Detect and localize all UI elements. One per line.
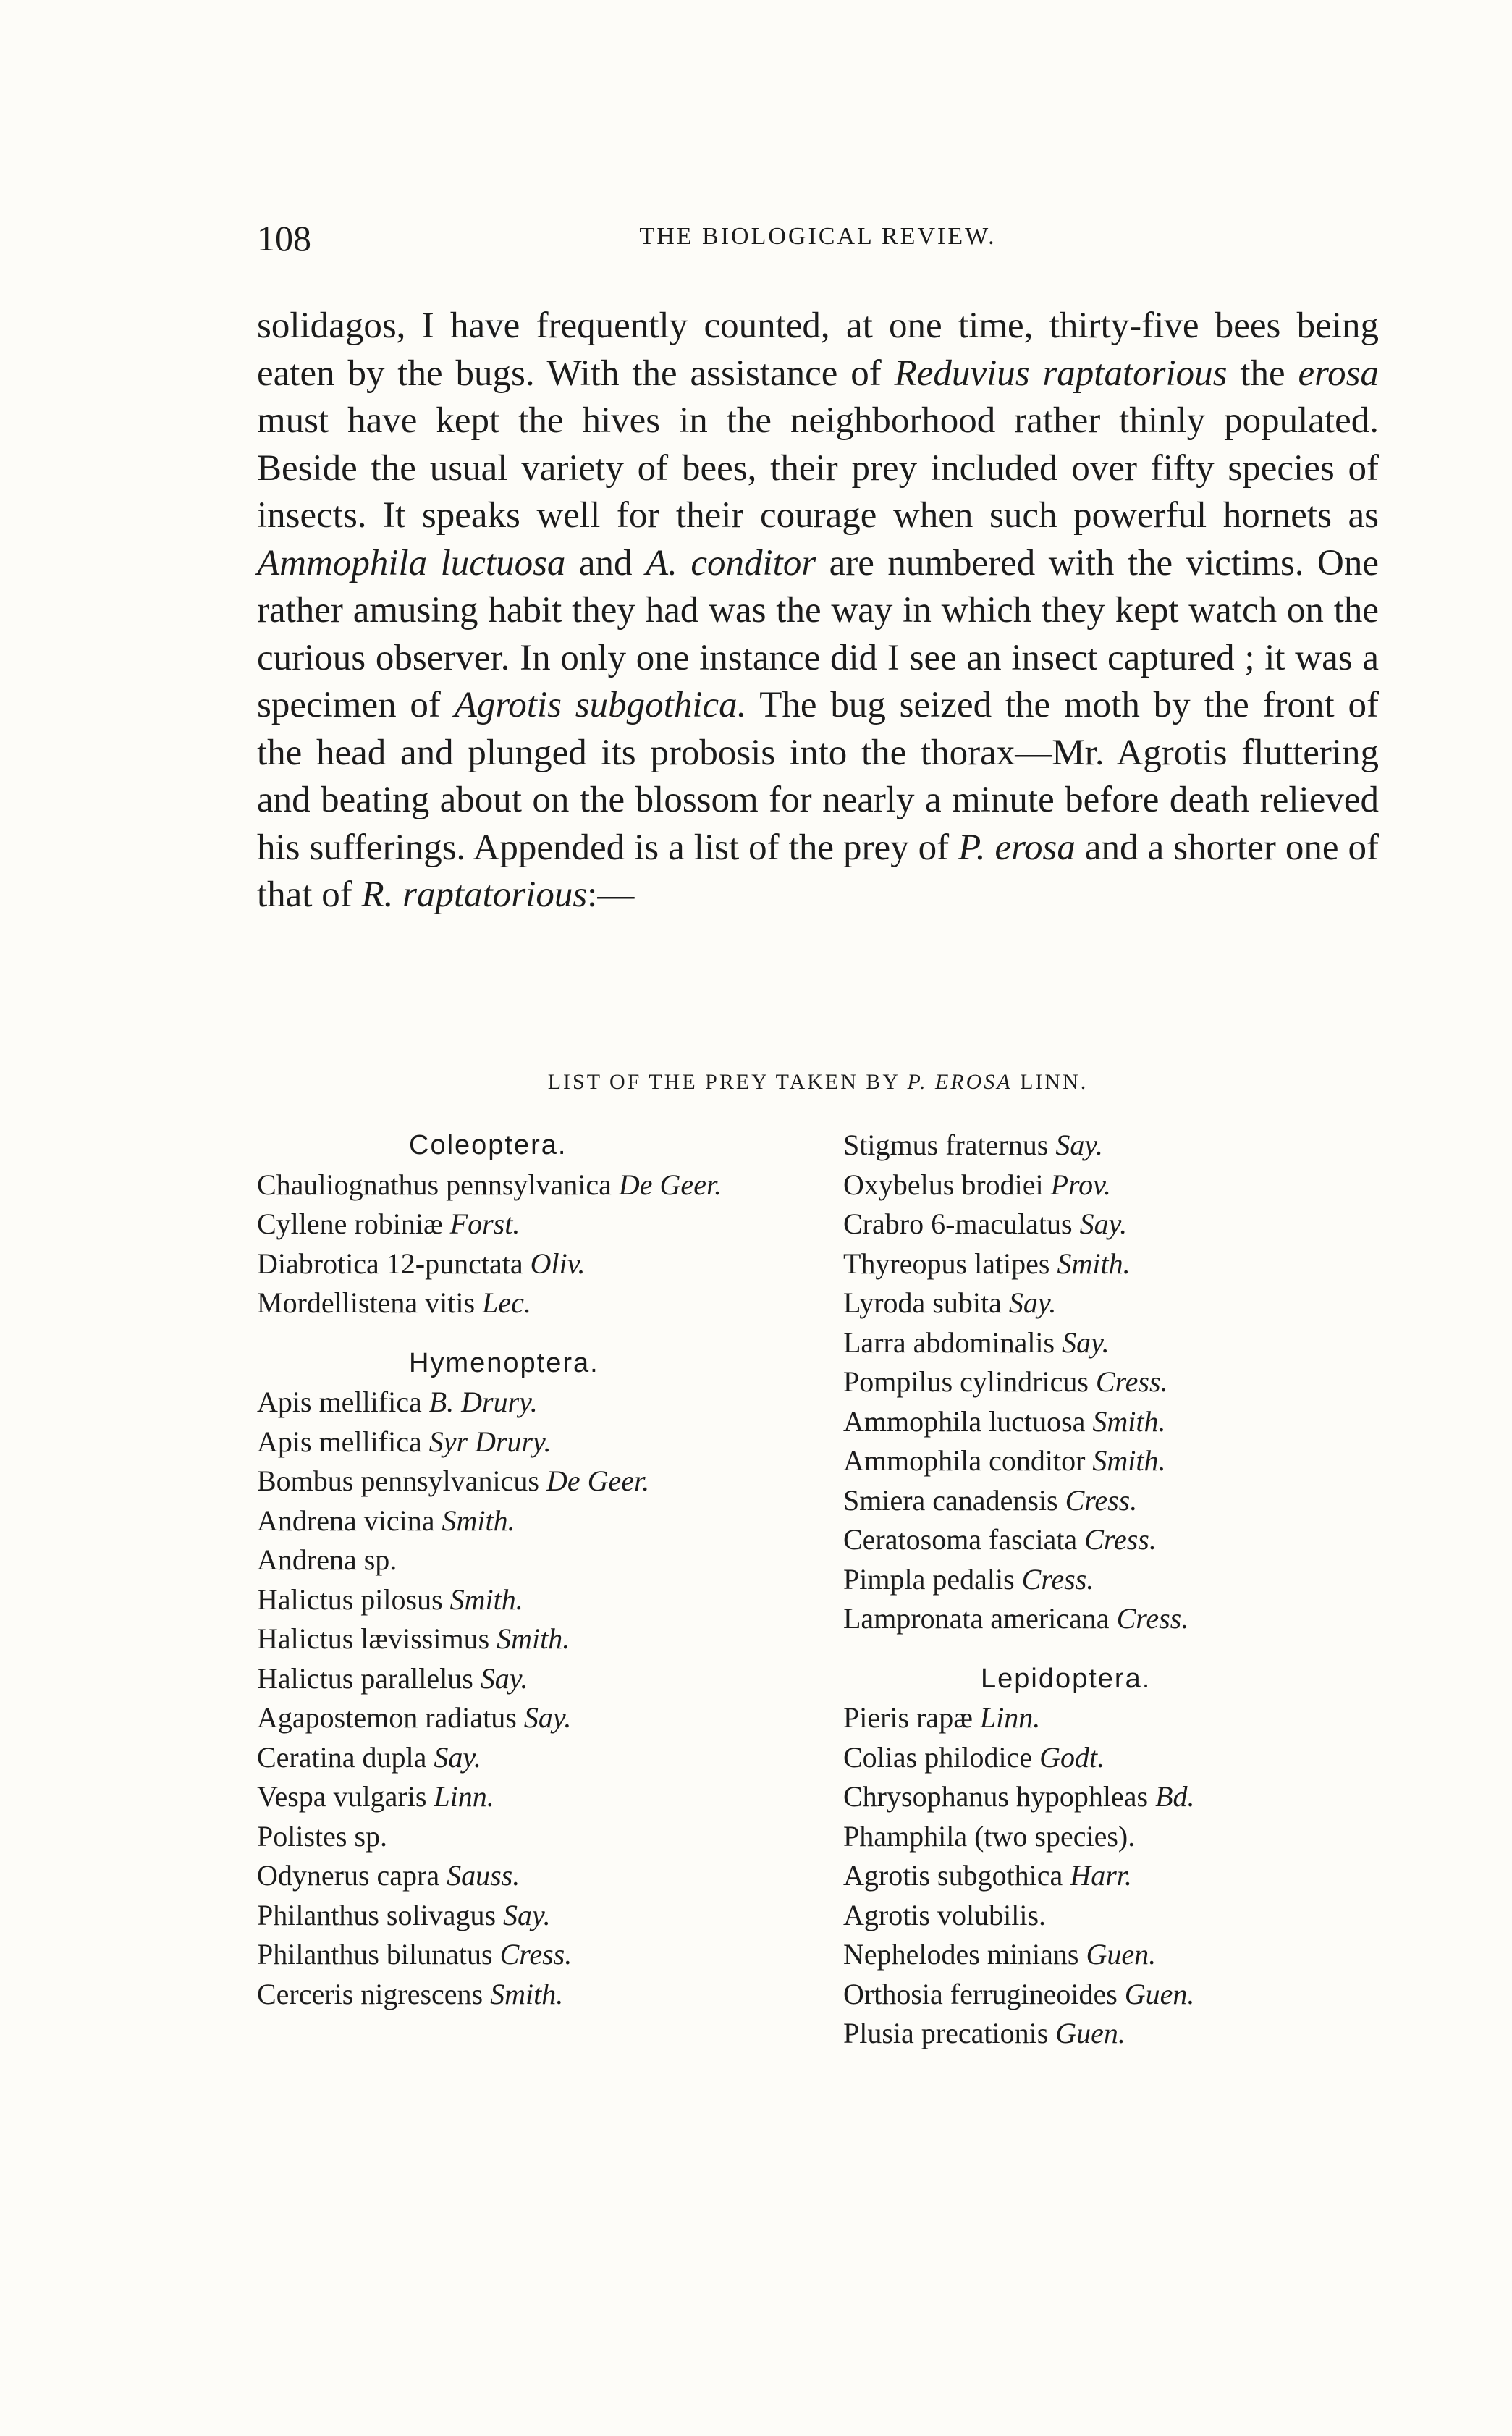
species-entry-name: Odynerus capra — [257, 1859, 440, 1892]
species-entry-name: Ceratosoma fasciata — [843, 1523, 1078, 1556]
group-gap — [843, 1639, 1379, 1659]
species-entry-authority: Syr Drury. — [428, 1425, 552, 1458]
species-entry — [257, 1659, 807, 1699]
species-name: P. erosa — [958, 827, 1076, 868]
species-entry-name: Ammophila conditor — [843, 1444, 1086, 1477]
species-entry-name: Colias philodice — [843, 1740, 1033, 1774]
species-entry — [257, 1975, 807, 2015]
species-entry — [257, 1896, 807, 1936]
species-entry-authority: Cress. — [1116, 1602, 1189, 1635]
species-entry — [257, 1205, 807, 1244]
list-title-authority: LINN. — [1012, 1070, 1089, 1094]
species-entry-authority: Say. — [1008, 1286, 1057, 1319]
species-name: Agrotis subgothica. — [454, 685, 747, 725]
species-entry — [843, 1777, 1379, 1817]
species-entry-authority: Guen. — [1124, 1977, 1195, 2010]
species-entry-name: Agrotis volubilis. — [843, 1898, 1047, 1931]
text-run: The bug seized the moth by the front of the head and plunged its probosis into the thorax—Mr. Agrotis fluttering and beating about on the blossom for nearly a minute before death relieved his sufferings. Appended is a list of the prey of — [257, 685, 1379, 868]
species-entry-name: Smiera canadensis — [843, 1483, 1058, 1517]
species-entry — [257, 1383, 807, 1423]
species-entry-name: Ammophila luctuosa — [843, 1404, 1086, 1438]
species-entry-name: Pimpla pedalis — [843, 1562, 1015, 1596]
species-entry — [843, 1481, 1379, 1521]
species-entry-authority: Guen. — [1055, 2017, 1125, 2049]
species-entry — [843, 1441, 1379, 1481]
text-run: :— — [587, 874, 635, 915]
species-entry — [257, 1423, 807, 1462]
species-entry-authority: Sauss. — [447, 1859, 520, 1892]
species-entry-authority: Linn. — [434, 1780, 494, 1813]
species-entry — [843, 1166, 1379, 1205]
species-entry-authority: Say. — [1055, 1129, 1103, 1161]
species-entry-name: Apis mellifica — [257, 1425, 422, 1458]
species-entry-name: Nephelodes minians — [843, 1938, 1079, 1971]
species-entry-authority: Lec. — [482, 1286, 531, 1319]
species-entry-name: Chrysophanus hypophleas — [843, 1780, 1149, 1813]
page-header — [257, 217, 1379, 268]
species-entry-authority: Say. — [1079, 1208, 1128, 1240]
species-entry-authority: Prov. — [1050, 1168, 1111, 1201]
species-entry — [257, 1856, 807, 1896]
species-entry-name: Diabrotica 12-punctata — [257, 1247, 523, 1280]
left-column — [257, 1126, 807, 2014]
species-entry-name: Chauliognathus pennsylvanica — [257, 1168, 612, 1201]
species-name: erosa — [1298, 353, 1379, 394]
right-column — [843, 1126, 1379, 2054]
text-run: are numbered with the victims. One rather amusing habit they had was the way in which they kept watch on the curious observer. In only one instance did I see an insect captured ; it was a specimen of — [257, 542, 1379, 725]
text-run: must have kept the hives in the neighborhood rather thinly populated. Beside the usual variety of bees, their prey included over fifty species of insects. It speaks well for their courage when such powerful hornets as — [257, 400, 1379, 536]
species-name: Ammophila luctuosa — [257, 542, 566, 583]
species-entry-name: Agapostemon radiatus — [257, 1701, 517, 1734]
species-entry — [843, 1975, 1379, 2015]
species-entry-authority: Oliv. — [530, 1247, 586, 1280]
text-run: the — [1227, 353, 1298, 394]
species-entry-name: Lampronata americana — [843, 1602, 1110, 1635]
species-entry-name: Cerceris nigrescens — [257, 1977, 483, 2010]
species-entry-name: Plusia precationis — [843, 2017, 1049, 2049]
species-entry-authority: Smith. — [497, 1622, 570, 1655]
species-entry — [843, 1284, 1379, 1323]
species-entry — [257, 1698, 807, 1738]
species-entry-authority: Forst. — [449, 1208, 520, 1240]
species-entry-name: Philanthus solivagus — [257, 1898, 497, 1931]
species-entry-authority: Cress. — [1095, 1365, 1168, 1398]
species-entry-name: Mordellistena vitis — [257, 1286, 476, 1319]
species-entry — [257, 1284, 807, 1323]
species-entry-name: Polistes sp. — [257, 1819, 388, 1853]
species-entry — [257, 1462, 807, 1501]
species-entry-name: Pieris rapæ — [843, 1701, 973, 1734]
species-entry — [843, 1738, 1379, 1778]
species-entry — [257, 1738, 807, 1778]
species-entry-name: Agrotis subgothica — [843, 1859, 1063, 1892]
species-entry-authority: Say. — [480, 1661, 528, 1695]
body-paragraph — [257, 303, 1379, 919]
species-entry — [257, 1777, 807, 1817]
species-entry — [257, 1817, 807, 1857]
species-entry — [843, 1856, 1379, 1896]
running-head: THE BIOLOGICAL REVIEW. — [639, 223, 997, 250]
species-entry-name: Philanthus bilunatus — [257, 1938, 493, 1971]
species-entry-authority: Cress. — [499, 1938, 573, 1971]
species-entry-name: Vespa vulgaris — [257, 1780, 427, 1813]
text-run: and — [565, 542, 646, 583]
species-entry-authority: Godt. — [1039, 1740, 1105, 1774]
species-entry-authority: Say. — [523, 1701, 572, 1734]
list-title-species: P. EROSA — [907, 1070, 1013, 1094]
species-entry — [257, 1619, 807, 1659]
species-entry — [843, 1599, 1379, 1639]
species-entry — [843, 2014, 1379, 2054]
species-entry-authority: Bd. — [1155, 1780, 1195, 1813]
species-entry-authority: Cress. — [1084, 1523, 1157, 1556]
text-run: solidagos, I have frequently counted, at one time, thirty-five bees being eaten by the bugs. With the assistance of — [257, 305, 1379, 394]
species-entry-authority: De Geer. — [618, 1168, 722, 1201]
taxon-group-title: Hymenoptera. — [409, 1347, 599, 1378]
species-entry — [257, 1580, 807, 1620]
species-entry — [843, 1560, 1379, 1600]
species-entry-authority: Linn. — [979, 1701, 1041, 1734]
species-entry — [843, 1323, 1379, 1363]
species-entry-authority: Smith. — [490, 1977, 564, 2010]
taxon-group-title: Lepidoptera. — [981, 1663, 1152, 1694]
species-entry-name: Halictus parallelus — [257, 1661, 473, 1695]
species-entry-name: Bombus pennsylvanicus — [257, 1464, 539, 1497]
page-number: 108 — [257, 218, 311, 258]
species-entry-authority: Cress. — [1021, 1562, 1094, 1596]
species-entry — [843, 1896, 1379, 1936]
species-entry-authority: Say. — [434, 1740, 481, 1774]
list-title — [257, 1070, 1379, 1095]
species-entry — [843, 1520, 1379, 1560]
species-entry — [843, 1244, 1379, 1284]
group-gap — [257, 1323, 807, 1344]
species-entry-authority: Smith. — [1092, 1444, 1166, 1477]
species-entry-name: Thyreopus latipes — [843, 1247, 1050, 1280]
species-name: Reduvius raptatorious — [894, 353, 1228, 394]
species-entry — [843, 1402, 1379, 1442]
species-entry — [257, 1244, 807, 1284]
species-entry — [257, 1501, 807, 1541]
species-entry-authority: Smith. — [1057, 1247, 1131, 1280]
paragraph — [257, 303, 1379, 919]
species-entry — [843, 1205, 1379, 1244]
species-entry-name: Pompilus cylindricus — [843, 1365, 1089, 1398]
text-run: and a shorter one of that of — [257, 827, 1379, 915]
species-entry — [257, 1166, 807, 1205]
species-entry — [257, 1935, 807, 1975]
species-entry-authority: Cress. — [1065, 1483, 1138, 1517]
species-entry-authority: Smith. — [449, 1582, 523, 1616]
species-entry-name: Andrena sp. — [257, 1543, 397, 1576]
species-entry — [843, 1817, 1379, 1857]
species-entry-name: Ceratina dupla — [257, 1740, 427, 1774]
species-entry-name: Crabro 6-maculatus — [843, 1208, 1073, 1240]
species-entry-authority: De Geer. — [546, 1464, 650, 1497]
list-title-text: LIST OF THE PREY TAKEN BY — [547, 1070, 908, 1094]
species-entry — [843, 1935, 1379, 1975]
species-entry-name: Larra abdominalis — [843, 1326, 1055, 1359]
species-entry-name: Lyroda subita — [843, 1286, 1002, 1319]
species-name: R. raptatorious — [361, 874, 588, 915]
species-entry-authority: Say. — [1062, 1326, 1110, 1359]
taxon-group-title: Coleoptera. — [409, 1130, 567, 1160]
species-entry-name: Oxybelus brodiei — [843, 1168, 1044, 1201]
species-name: A. conditor — [646, 542, 816, 583]
species-entry — [257, 1541, 807, 1580]
species-entry-name: Andrena vicina — [257, 1504, 435, 1537]
species-entry-authority: Say. — [503, 1898, 551, 1931]
species-entry-authority: Smith. — [1092, 1404, 1166, 1438]
species-entry-authority: Guen. — [1086, 1938, 1157, 1971]
species-entry-name: Apis mellifica — [257, 1386, 422, 1418]
species-entry-authority: B. Drury. — [428, 1386, 538, 1418]
species-entry-name: Cyllene robiniæ — [257, 1208, 443, 1240]
species-entry-name: Stigmus fraternus — [843, 1129, 1049, 1161]
species-entry — [843, 1362, 1379, 1402]
species-entry-name: Phamphila (two species). — [843, 1819, 1136, 1853]
species-entry — [843, 1698, 1379, 1738]
species-entry-name: Halictus lævissimus — [257, 1622, 490, 1655]
species-entry-name: Orthosia ferrugineoides — [843, 1977, 1118, 2010]
species-entry-authority: Harr. — [1070, 1859, 1132, 1892]
species-entry-name: Halictus pilosus — [257, 1582, 443, 1616]
species-entry-authority: Smith. — [442, 1504, 515, 1537]
species-entry — [843, 1126, 1379, 1166]
